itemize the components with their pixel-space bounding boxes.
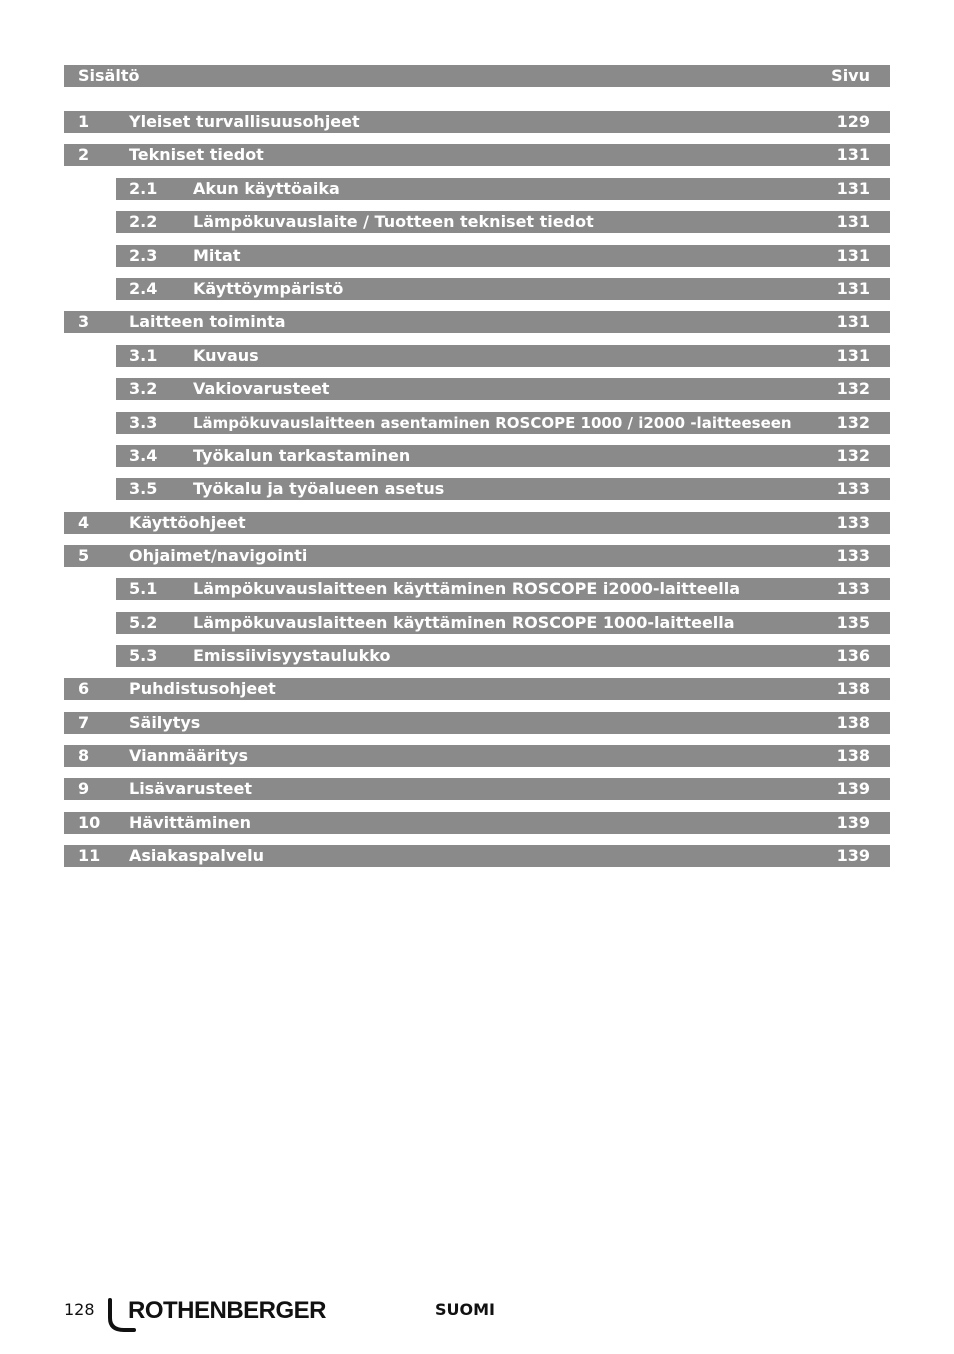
toc-entry-3[interactable] bbox=[64, 311, 890, 333]
toc-entry-title: Lämpökuvauslaitteen käyttäminen ROSCOPE i2000-laitteella bbox=[193, 579, 741, 598]
toc-entry-2-3[interactable] bbox=[116, 245, 890, 267]
toc-entry-title: Asiakaspalvelu bbox=[129, 846, 265, 865]
toc-entry-11[interactable] bbox=[64, 845, 890, 867]
toc-entry-page: 138 bbox=[836, 679, 870, 698]
toc-entry-number: 5.2 bbox=[129, 613, 158, 632]
toc-entry-5-3[interactable] bbox=[116, 645, 890, 667]
toc-entry-6[interactable] bbox=[64, 678, 890, 700]
toc-entry-2-4[interactable] bbox=[116, 278, 890, 300]
toc-entry-number: 3.3 bbox=[129, 413, 158, 432]
toc-entry-number: 10 bbox=[78, 813, 101, 832]
toc-entry-9[interactable] bbox=[64, 778, 890, 800]
toc-entry-page: 131 bbox=[836, 145, 870, 164]
toc-entry-number: 5 bbox=[78, 546, 90, 565]
toc-entry-3-1[interactable] bbox=[116, 345, 890, 367]
toc-entry-2-1[interactable] bbox=[116, 178, 890, 200]
toc-entry-title: Lisävarusteet bbox=[129, 779, 253, 798]
toc-entry-number: 3.5 bbox=[129, 479, 158, 498]
toc-entry-5[interactable] bbox=[64, 545, 890, 567]
toc-entry-number: 2.4 bbox=[129, 279, 158, 298]
toc-entry-2-2[interactable] bbox=[116, 211, 890, 233]
toc-entry-page: 136 bbox=[836, 646, 870, 665]
toc-entry-title: Vakiovarusteet bbox=[193, 379, 330, 398]
toc-entry-3-4[interactable] bbox=[116, 445, 890, 467]
toc-entry-number: 11 bbox=[78, 846, 101, 865]
toc-entry-number: 9 bbox=[78, 779, 90, 798]
toc-entry-page: 132 bbox=[836, 413, 870, 432]
toc-entry-title: Vianmääritys bbox=[129, 746, 249, 765]
toc-entry-number: 2.1 bbox=[129, 179, 158, 198]
toc-entry-number: 7 bbox=[78, 713, 90, 732]
toc-entry-title: Työkalu ja työalueen asetus bbox=[193, 479, 445, 498]
toc-entry-page: 133 bbox=[836, 479, 870, 498]
toc-entry-number: 4 bbox=[78, 513, 90, 532]
toc-entry-title: Käyttöympäristö bbox=[193, 279, 344, 298]
toc-entry-page: 133 bbox=[836, 513, 870, 532]
page-number: 128 bbox=[64, 1300, 95, 1319]
toc-entry-title: Käyttöohjeet bbox=[129, 513, 246, 532]
brand-logo bbox=[100, 1292, 350, 1336]
language-label: SUOMI bbox=[435, 1300, 495, 1319]
brand-logo-text: ROTHENBERGER bbox=[128, 1297, 327, 1324]
toc-entry-page: 131 bbox=[836, 346, 870, 365]
toc-entry-page: 131 bbox=[836, 246, 870, 265]
toc-entry-title: Työkalun tarkastaminen bbox=[193, 446, 411, 465]
toc-entry-8[interactable] bbox=[64, 745, 890, 767]
toc-entry-page: 132 bbox=[836, 446, 870, 465]
toc-entry-number: 2.3 bbox=[129, 246, 158, 265]
toc-entry-5-2[interactable] bbox=[116, 612, 890, 634]
toc-entry-title: Emissiivisyystaulukko bbox=[193, 646, 391, 665]
toc-entry-number: 3 bbox=[78, 312, 90, 331]
toc-entry-3-5[interactable] bbox=[116, 478, 890, 500]
toc-entry-3-2[interactable] bbox=[116, 378, 890, 400]
toc-header-page: Sivu bbox=[831, 66, 870, 85]
toc-entry-page: 131 bbox=[836, 212, 870, 231]
toc-entry-10[interactable] bbox=[64, 812, 890, 834]
toc-entry-title: Akun käyttöaika bbox=[193, 179, 340, 198]
toc-entry-number: 1 bbox=[78, 112, 90, 131]
toc-header-contents: Sisältö bbox=[78, 66, 140, 85]
toc-entry-title: Ohjaimet/navigointi bbox=[129, 546, 308, 565]
toc-entry-1[interactable] bbox=[64, 111, 890, 133]
toc-entry-5-1[interactable] bbox=[116, 578, 890, 600]
toc-entry-title: Kuvaus bbox=[193, 346, 259, 365]
toc-entry-3-3[interactable] bbox=[116, 412, 890, 434]
toc-entry-title: Tekniset tiedot bbox=[129, 145, 264, 164]
toc-entry-page: 129 bbox=[836, 112, 870, 131]
toc-entry-page: 133 bbox=[836, 579, 870, 598]
toc-entry-page: 132 bbox=[836, 379, 870, 398]
toc-entry-title: Säilytys bbox=[129, 713, 201, 732]
toc-entry-page: 133 bbox=[836, 546, 870, 565]
toc-entry-number: 3.1 bbox=[129, 346, 158, 365]
toc-entry-number: 3.2 bbox=[129, 379, 158, 398]
toc-entry-page: 139 bbox=[836, 779, 870, 798]
toc-entry-number: 3.4 bbox=[129, 446, 158, 465]
toc-entry-title: Puhdistusohjeet bbox=[129, 679, 276, 698]
toc-entry-title: Mitat bbox=[193, 246, 241, 265]
toc-entry-page: 135 bbox=[836, 613, 870, 632]
toc-entry-7[interactable] bbox=[64, 712, 890, 734]
toc-entry-page: 138 bbox=[836, 746, 870, 765]
toc-entry-page: 139 bbox=[836, 813, 870, 832]
toc-entry-title: Hävittäminen bbox=[129, 813, 251, 832]
toc-entry-4[interactable] bbox=[64, 512, 890, 534]
toc-entry-title: Laitteen toiminta bbox=[129, 312, 286, 331]
toc-header bbox=[64, 65, 890, 87]
toc-entry-number: 2 bbox=[78, 145, 90, 164]
toc-entry-number: 6 bbox=[78, 679, 90, 698]
toc-entry-number: 2.2 bbox=[129, 212, 158, 231]
toc-entry-page: 131 bbox=[836, 312, 870, 331]
toc-entry-page: 139 bbox=[836, 846, 870, 865]
toc-entry-number: 5.1 bbox=[129, 579, 158, 598]
toc-entry-page: 131 bbox=[836, 179, 870, 198]
toc-entry-title: Lämpökuvauslaitteen asentaminen ROSCOPE 1000 / i2000 -laitteeseen bbox=[193, 414, 792, 432]
toc-entry-page: 131 bbox=[836, 279, 870, 298]
toc-entry-title: Lämpökuvauslaitteen käyttäminen ROSCOPE 1000-laitteella bbox=[193, 613, 735, 632]
toc-entry-title: Lämpökuvauslaite / Tuotteen tekniset tiedot bbox=[193, 212, 594, 231]
toc-entry-page: 138 bbox=[836, 713, 870, 732]
toc-entry-2[interactable] bbox=[64, 144, 890, 166]
toc-entry-title: Yleiset turvallisuusohjeet bbox=[129, 112, 360, 131]
toc-entry-number: 5.3 bbox=[129, 646, 158, 665]
toc-entry-number: 8 bbox=[78, 746, 90, 765]
